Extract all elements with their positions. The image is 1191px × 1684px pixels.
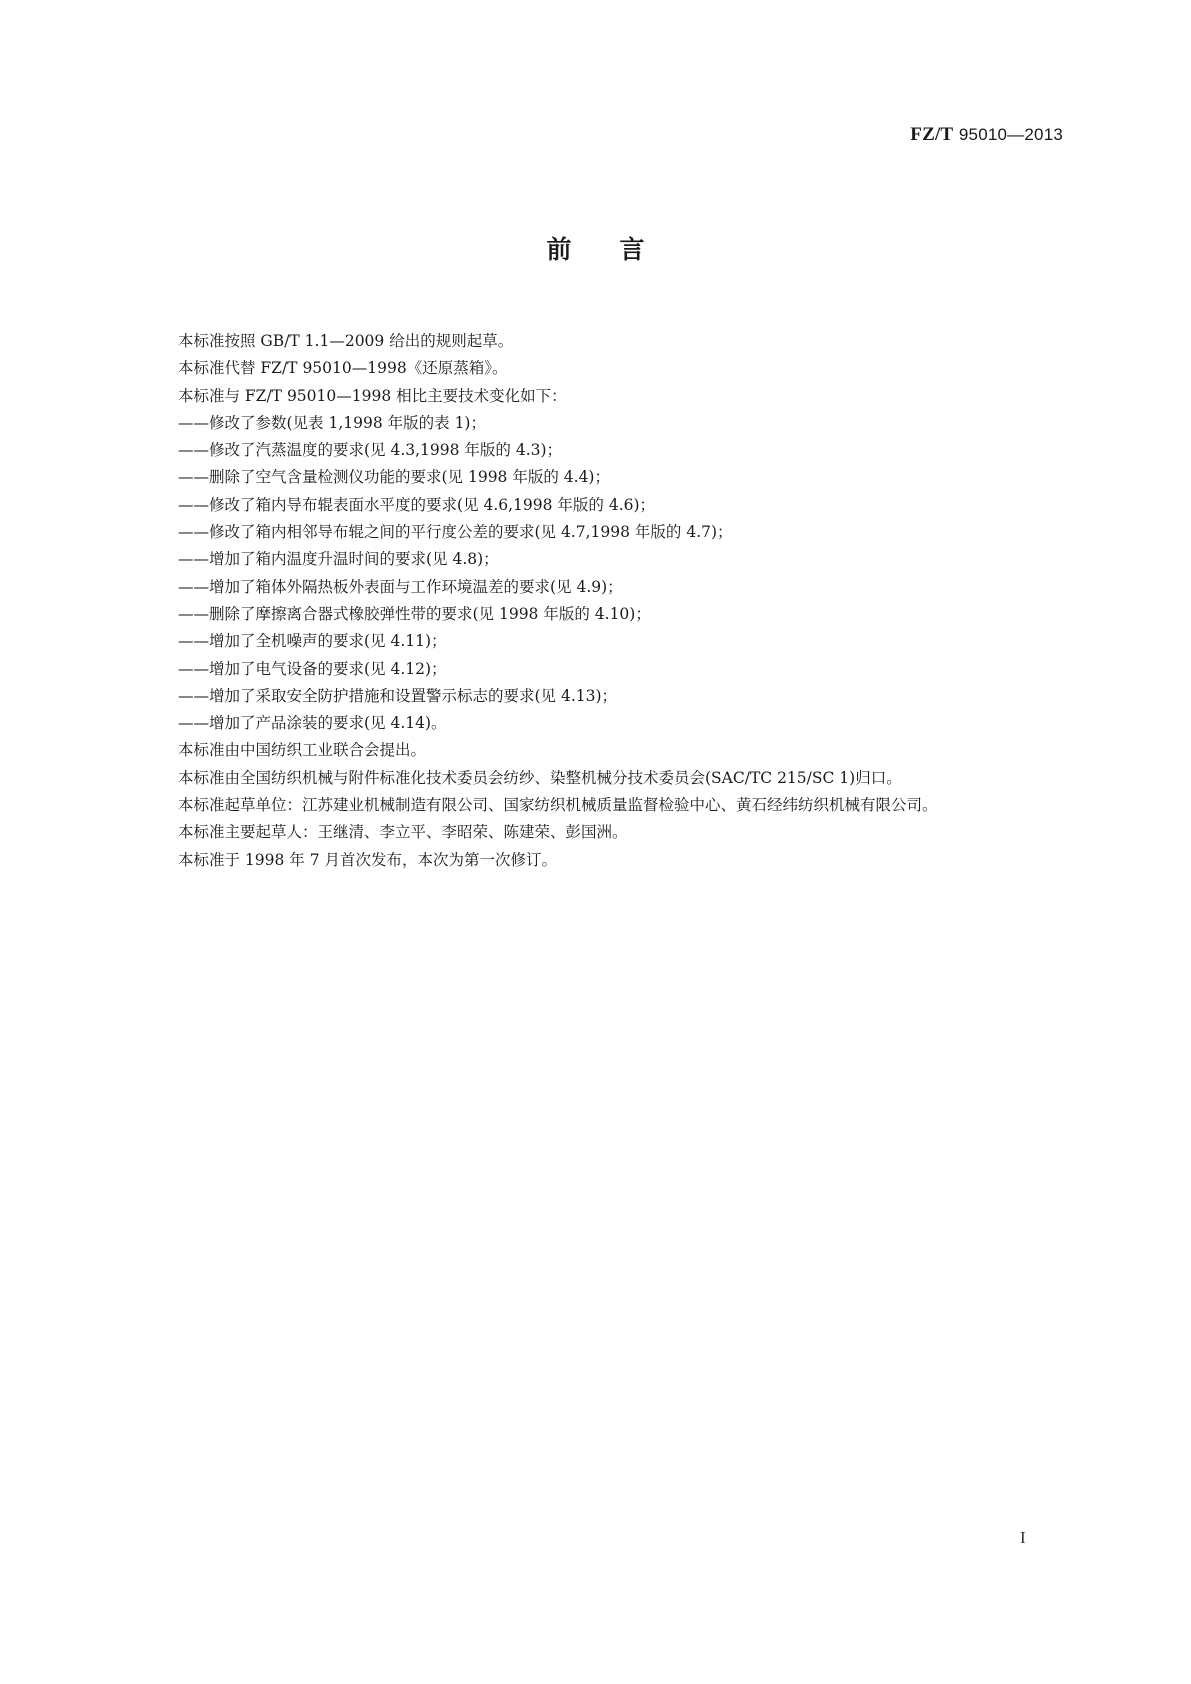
change-list-item: ——修改了参数(见表 1,1998 年版的表 1)；	[178, 413, 486, 432]
page-title: 前言	[546, 235, 693, 264]
paragraph: 本标准起草单位：江苏建业机械制造有限公司、国家纺织机械质量监督检验中心、黄石经纬纺织机械有限公司。	[178, 796, 938, 815]
paragraph: 本标准按照 GB/T 1.1—2009 给出的规则起草。	[178, 332, 514, 350]
change-list-item: ——修改了汽蒸温度的要求(见 4.3,1998 年版的 4.3)；	[178, 441, 563, 460]
paragraph: 本标准与 FZ/T 95010—1998 相比主要技术变化如下：	[178, 386, 567, 405]
change-list-item: ——增加了箱内温度升温时间的要求(见 4.8)；	[178, 550, 499, 569]
paragraph: 本标准于 1998 年 7 月首次发布，本次为第一次修订。	[178, 850, 558, 869]
change-list-item: ——删除了摩擦离合器式橡胶弹性带的要求(见 1998 年版的 4.10)；	[178, 604, 651, 623]
page-number: I	[1020, 1528, 1026, 1547]
change-list-item: ——增加了全机噪声的要求(见 4.11)；	[178, 632, 447, 651]
paragraph: 本标准主要起草人：王继清、李立平、李昭荣、陈建荣、彭国洲。	[178, 823, 628, 842]
change-list-item: ——修改了箱内相邻导布辊之间的平行度公差的要求(见 4.7,1998 年版的 4.7)；	[178, 523, 733, 542]
change-list-item: ——删除了空气含量检测仪功能的要求(见 1998 年版的 4.4)；	[178, 468, 610, 487]
change-list-item: ——增加了产品涂装的要求(见 4.14)。	[178, 714, 447, 733]
change-list-item: ——增加了电气设备的要求(见 4.12)；	[178, 659, 447, 678]
standard-number: 95010—2013	[958, 125, 1063, 144]
foreword-body	[136, 328, 1066, 874]
paragraph: 本标准由中国纺织工业联合会提出。	[178, 741, 427, 760]
standard-code	[910, 124, 1063, 146]
change-list-item: ——增加了采取安全防护措施和设置警示标志的要求(见 4.13)；	[178, 686, 618, 705]
change-list-item: ——修改了箱内导布辊表面水平度的要求(见 4.6,1998 年版的 4.6)；	[178, 495, 656, 514]
paragraph: 本标准代替 FZ/T 95010—1998《还原蒸箱》。	[178, 359, 508, 378]
paragraph: 本标准由全国纺织机械与附件标准化技术委员会纺纱、染整机械分技术委员会(SAC/TC 215/SC 1)归口。	[178, 768, 902, 787]
standard-prefix: FZ/T	[910, 124, 954, 145]
change-list-item: ——增加了箱体外隔热板外表面与工作环境温差的要求(见 4.9)；	[178, 577, 623, 596]
